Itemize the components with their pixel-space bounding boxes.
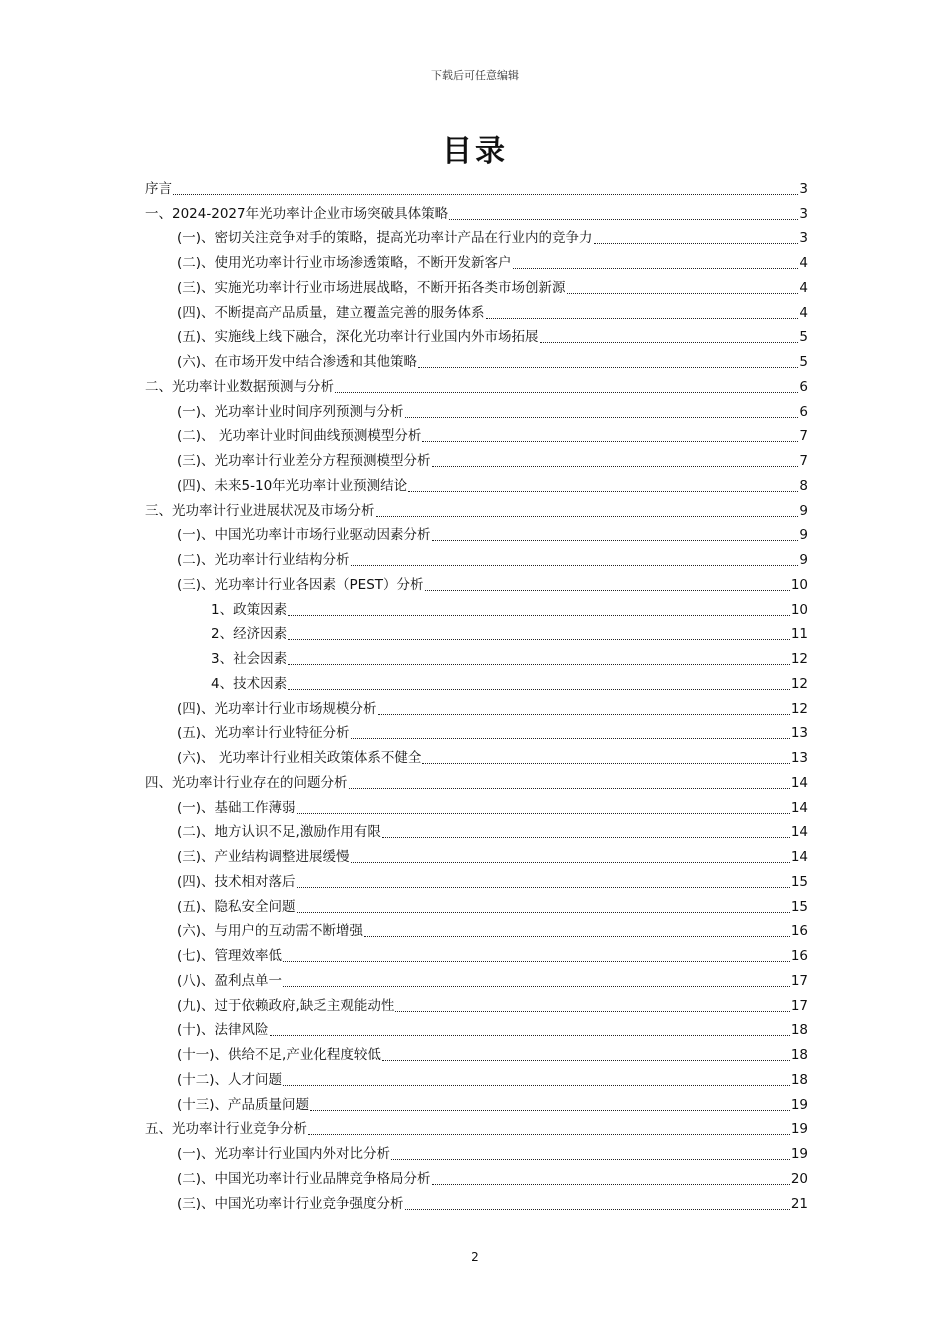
toc-dot-leader [288, 688, 790, 690]
toc-entry-label: (十一)、供给不足,产业化程度较低 [177, 1047, 381, 1063]
toc-entry[interactable] [145, 842, 808, 867]
toc-entry-page: 21 [790, 1195, 808, 1212]
toc-entry[interactable] [145, 694, 808, 719]
toc-entry-label: 二、光功率计业数据预测与分析 [145, 378, 334, 395]
toc-dot-leader [297, 911, 790, 913]
table-of-contents [145, 174, 808, 1214]
toc-entry[interactable] [145, 941, 808, 966]
toc-entry[interactable] [145, 991, 808, 1016]
toc-entry-page: 13 [790, 725, 808, 742]
page-number: 2 [471, 1250, 479, 1264]
toc-entry-page: 5 [799, 329, 808, 346]
toc-entry-label: (三)、光功率计行业差分方程预测模型分析 [177, 453, 431, 469]
toc-dot-leader [376, 515, 799, 517]
toc-entry-page: 10 [790, 576, 808, 593]
toc-entry[interactable] [145, 1189, 808, 1214]
toc-entry-label: (二)、光功率计行业结构分析 [177, 552, 350, 568]
toc-entry-page: 18 [790, 1022, 808, 1039]
toc-entry-page: 15 [790, 873, 808, 890]
toc-entry[interactable] [145, 768, 808, 793]
toc-entry[interactable] [145, 669, 808, 694]
toc-dot-leader [422, 440, 798, 442]
toc-dot-leader [418, 366, 798, 368]
toc-entry[interactable] [145, 298, 808, 323]
toc-dot-leader [432, 465, 799, 467]
toc-entry-label: (八)、盈利点单一 [177, 972, 283, 989]
toc-entry-page: 19 [790, 1096, 808, 1113]
toc-entry-page: 6 [799, 378, 808, 395]
toc-entry-label: (一)、光功率计行业国内外对比分析 [177, 1146, 391, 1162]
toc-entry[interactable] [145, 471, 808, 496]
toc-entry-page: 11 [790, 626, 808, 643]
toc-entry-page: 6 [799, 403, 808, 420]
toc-entry-label: (三)、光功率计行业各因素（PEST）分析 [177, 576, 424, 593]
toc-dot-leader [297, 812, 790, 814]
toc-entry-label: (二)、地方认识不足,激励作用有限 [177, 824, 381, 841]
toc-entry-page: 13 [790, 750, 808, 766]
toc-entry[interactable] [145, 644, 808, 669]
header-note: 下载后可任意编辑 [431, 69, 519, 82]
toc-dot-leader [308, 1133, 790, 1135]
toc-entry-page: 12 [790, 700, 808, 717]
toc-entry[interactable] [145, 1090, 808, 1115]
toc-dot-leader [173, 193, 798, 195]
toc-entry[interactable] [145, 496, 808, 521]
toc-dot-leader [297, 886, 790, 888]
toc-entry-label: (四)、光功率计行业市场规模分析 [177, 700, 377, 717]
toc-entry[interactable] [145, 545, 808, 570]
toc-entry[interactable] [145, 917, 808, 942]
toc-dot-leader [364, 935, 790, 937]
toc-entry-label: 4、技术因素 [211, 675, 288, 692]
toc-entry[interactable] [145, 323, 808, 348]
toc-entry-label: (五)、光功率计行业特征分析 [177, 725, 350, 742]
toc-dot-leader [432, 1183, 790, 1185]
toc-entry-label: (十二)、人才问题 [177, 1071, 283, 1088]
toc-entry[interactable] [145, 966, 808, 991]
toc-entry-label: (五)、实施线上线下融合，深化光功率计行业国内外市场拓展 [177, 329, 539, 346]
toc-dot-leader [283, 985, 790, 987]
toc-entry[interactable] [145, 1040, 808, 1065]
toc-entry-page: 4 [799, 279, 808, 296]
toc-entry-page: 12 [790, 651, 808, 667]
toc-entry[interactable] [145, 347, 808, 372]
toc-entry[interactable] [145, 446, 808, 471]
toc-entry-label: (一)、光功率计业时间序列预测与分析 [177, 403, 404, 420]
toc-entry[interactable] [145, 1164, 808, 1189]
toc-dot-leader [567, 292, 799, 294]
toc-entry[interactable] [145, 867, 808, 892]
toc-entry-label: (一)、基础工作薄弱 [177, 799, 296, 816]
toc-entry-label: (二)、使用光功率计行业市场渗透策略，不断开发新客户 [177, 255, 512, 271]
toc-entry-page: 3 [799, 205, 808, 222]
toc-entry-page: 14 [790, 799, 808, 816]
toc-dot-leader [283, 960, 790, 962]
toc-entry-page: 12 [790, 675, 808, 692]
toc-entry-label: (六)、在市场开发中结合渗透和其他策略 [177, 354, 418, 370]
toc-entry-label: 三、光功率计行业进展状况及市场分析 [145, 502, 375, 519]
toc-entry-page: 19 [790, 1121, 808, 1138]
toc-entry-label: (六)、 光功率计行业相关政策体系不健全 [177, 750, 422, 766]
toc-dot-leader [378, 713, 790, 715]
toc-entry-label: 序言 [145, 180, 172, 197]
toc-dot-leader [486, 317, 799, 319]
toc-dot-leader [422, 762, 789, 764]
toc-entry-page: 7 [799, 453, 808, 469]
toc-dot-leader [351, 861, 790, 863]
toc-entry[interactable] [145, 793, 808, 818]
toc-entry-page: 5 [799, 354, 808, 370]
toc-entry-page: 3 [799, 230, 808, 247]
toc-entry-label: 一、2024-2027年光功率计企业市场突破具体策略 [145, 205, 449, 222]
toc-entry-page: 10 [790, 601, 808, 618]
toc-dot-leader [288, 614, 790, 616]
toc-entry-page: 14 [790, 824, 808, 841]
toc-entry[interactable] [145, 224, 808, 249]
toc-entry-label: (四)、不断提高产品质量，建立覆盖完善的服务体系 [177, 304, 485, 321]
toc-entry-page: 19 [790, 1146, 808, 1162]
toc-entry[interactable] [145, 595, 808, 620]
toc-dot-leader [408, 490, 798, 492]
toc-dot-leader [405, 416, 799, 418]
toc-entry-label: 3、社会因素 [211, 651, 288, 667]
toc-entry[interactable] [145, 273, 808, 298]
toc-entry-page: 16 [790, 923, 808, 940]
toc-entry-label: (四)、未来5-10年光功率计业预测结论 [177, 477, 408, 494]
toc-entry-page: 9 [799, 552, 808, 568]
toc-dot-leader [405, 1208, 790, 1210]
toc-entry-page: 14 [790, 849, 808, 865]
toc-entry-page: 4 [799, 255, 808, 271]
toc-entry[interactable] [145, 892, 808, 917]
toc-dot-leader [449, 218, 798, 220]
toc-dot-leader [391, 1158, 790, 1160]
toc-entry-page: 18 [790, 1071, 808, 1088]
toc-entry-label: (九)、过于依赖政府,缺乏主观能动性 [177, 997, 395, 1014]
toc-entry[interactable] [145, 397, 808, 422]
toc-entry-page: 4 [799, 304, 808, 321]
toc-dot-leader [288, 663, 790, 665]
toc-entry-label: (五)、隐私安全问题 [177, 898, 296, 915]
toc-dot-leader [351, 564, 799, 566]
toc-entry-label: (十三)、产品质量问题 [177, 1096, 310, 1113]
toc-entry-page: 7 [799, 428, 808, 445]
toc-dot-leader [335, 391, 798, 393]
toc-entry[interactable] [145, 818, 808, 843]
toc-entry[interactable] [145, 719, 808, 744]
toc-entry-page: 16 [790, 948, 808, 964]
toc-dot-leader [288, 638, 790, 640]
toc-entry[interactable] [145, 1115, 808, 1140]
toc-entry-label: (二)、中国光功率计行业品牌竞争格局分析 [177, 1170, 431, 1187]
toc-entry-page: 20 [790, 1170, 808, 1187]
toc-entry[interactable] [145, 174, 808, 199]
toc-entry[interactable] [145, 620, 808, 645]
toc-entry-label: 2、经济因素 [211, 626, 288, 643]
toc-entry[interactable] [145, 372, 808, 397]
toc-entry[interactable] [145, 521, 808, 546]
toc-entry-label: (一)、中国光功率计市场行业驱动因素分析 [177, 527, 431, 544]
toc-entry-page: 17 [790, 972, 808, 989]
toc-dot-leader [349, 787, 790, 789]
toc-entry-page: 9 [799, 527, 808, 544]
toc-dot-leader [513, 267, 799, 269]
toc-dot-leader [425, 589, 790, 591]
toc-entry[interactable] [145, 422, 808, 447]
toc-dot-leader [432, 539, 799, 541]
toc-entry-label: (四)、技术相对落后 [177, 873, 296, 890]
toc-dot-leader [382, 836, 790, 838]
toc-entry[interactable] [145, 570, 808, 595]
toc-dot-leader [270, 1034, 790, 1036]
toc-dot-leader [540, 341, 799, 343]
toc-entry-label: (一)、密切关注竞争对手的策略，提高光功率计产品在行业内的竞争力 [177, 230, 593, 247]
toc-dot-leader [351, 737, 790, 739]
page-title: 目录 [442, 134, 508, 169]
toc-entry-page: 14 [790, 774, 808, 791]
toc-entry-label: (六)、与用户的互动需不断增强 [177, 923, 364, 940]
toc-entry-label: (十)、法律风险 [177, 1022, 269, 1039]
toc-entry-page: 15 [790, 898, 808, 915]
toc-entry-page: 8 [799, 477, 808, 494]
toc-dot-leader [395, 1010, 789, 1012]
toc-entry-label: 五、光功率计行业竞争分析 [145, 1121, 307, 1138]
toc-dot-leader [382, 1059, 790, 1061]
toc-entry[interactable] [145, 1016, 808, 1041]
toc-entry-label: (三)、中国光功率计行业竞争强度分析 [177, 1195, 404, 1212]
toc-entry[interactable] [145, 743, 808, 768]
toc-entry-label: (三)、产业结构调整进展缓慢 [177, 849, 350, 865]
toc-entry[interactable] [145, 199, 808, 224]
toc-entry-page: 18 [790, 1047, 808, 1063]
toc-entry[interactable] [145, 1139, 808, 1164]
toc-entry-page: 3 [799, 180, 808, 197]
toc-entry-page: 17 [790, 997, 808, 1014]
toc-entry[interactable] [145, 1065, 808, 1090]
toc-entry-page: 9 [799, 502, 808, 519]
toc-dot-leader [594, 242, 799, 244]
toc-entry-label: (二)、 光功率计业时间曲线预测模型分析 [177, 428, 422, 445]
toc-entry-label: 四、光功率计行业存在的问题分析 [145, 774, 348, 791]
toc-entry-label: (七)、管理效率低 [177, 948, 283, 964]
toc-entry[interactable] [145, 248, 808, 273]
toc-dot-leader [283, 1084, 790, 1086]
toc-dot-leader [310, 1109, 790, 1111]
toc-entry-label: 1、政策因素 [211, 601, 288, 618]
toc-entry-label: (三)、实施光功率计行业市场进展战略，不断开拓各类市场创新源 [177, 279, 566, 296]
